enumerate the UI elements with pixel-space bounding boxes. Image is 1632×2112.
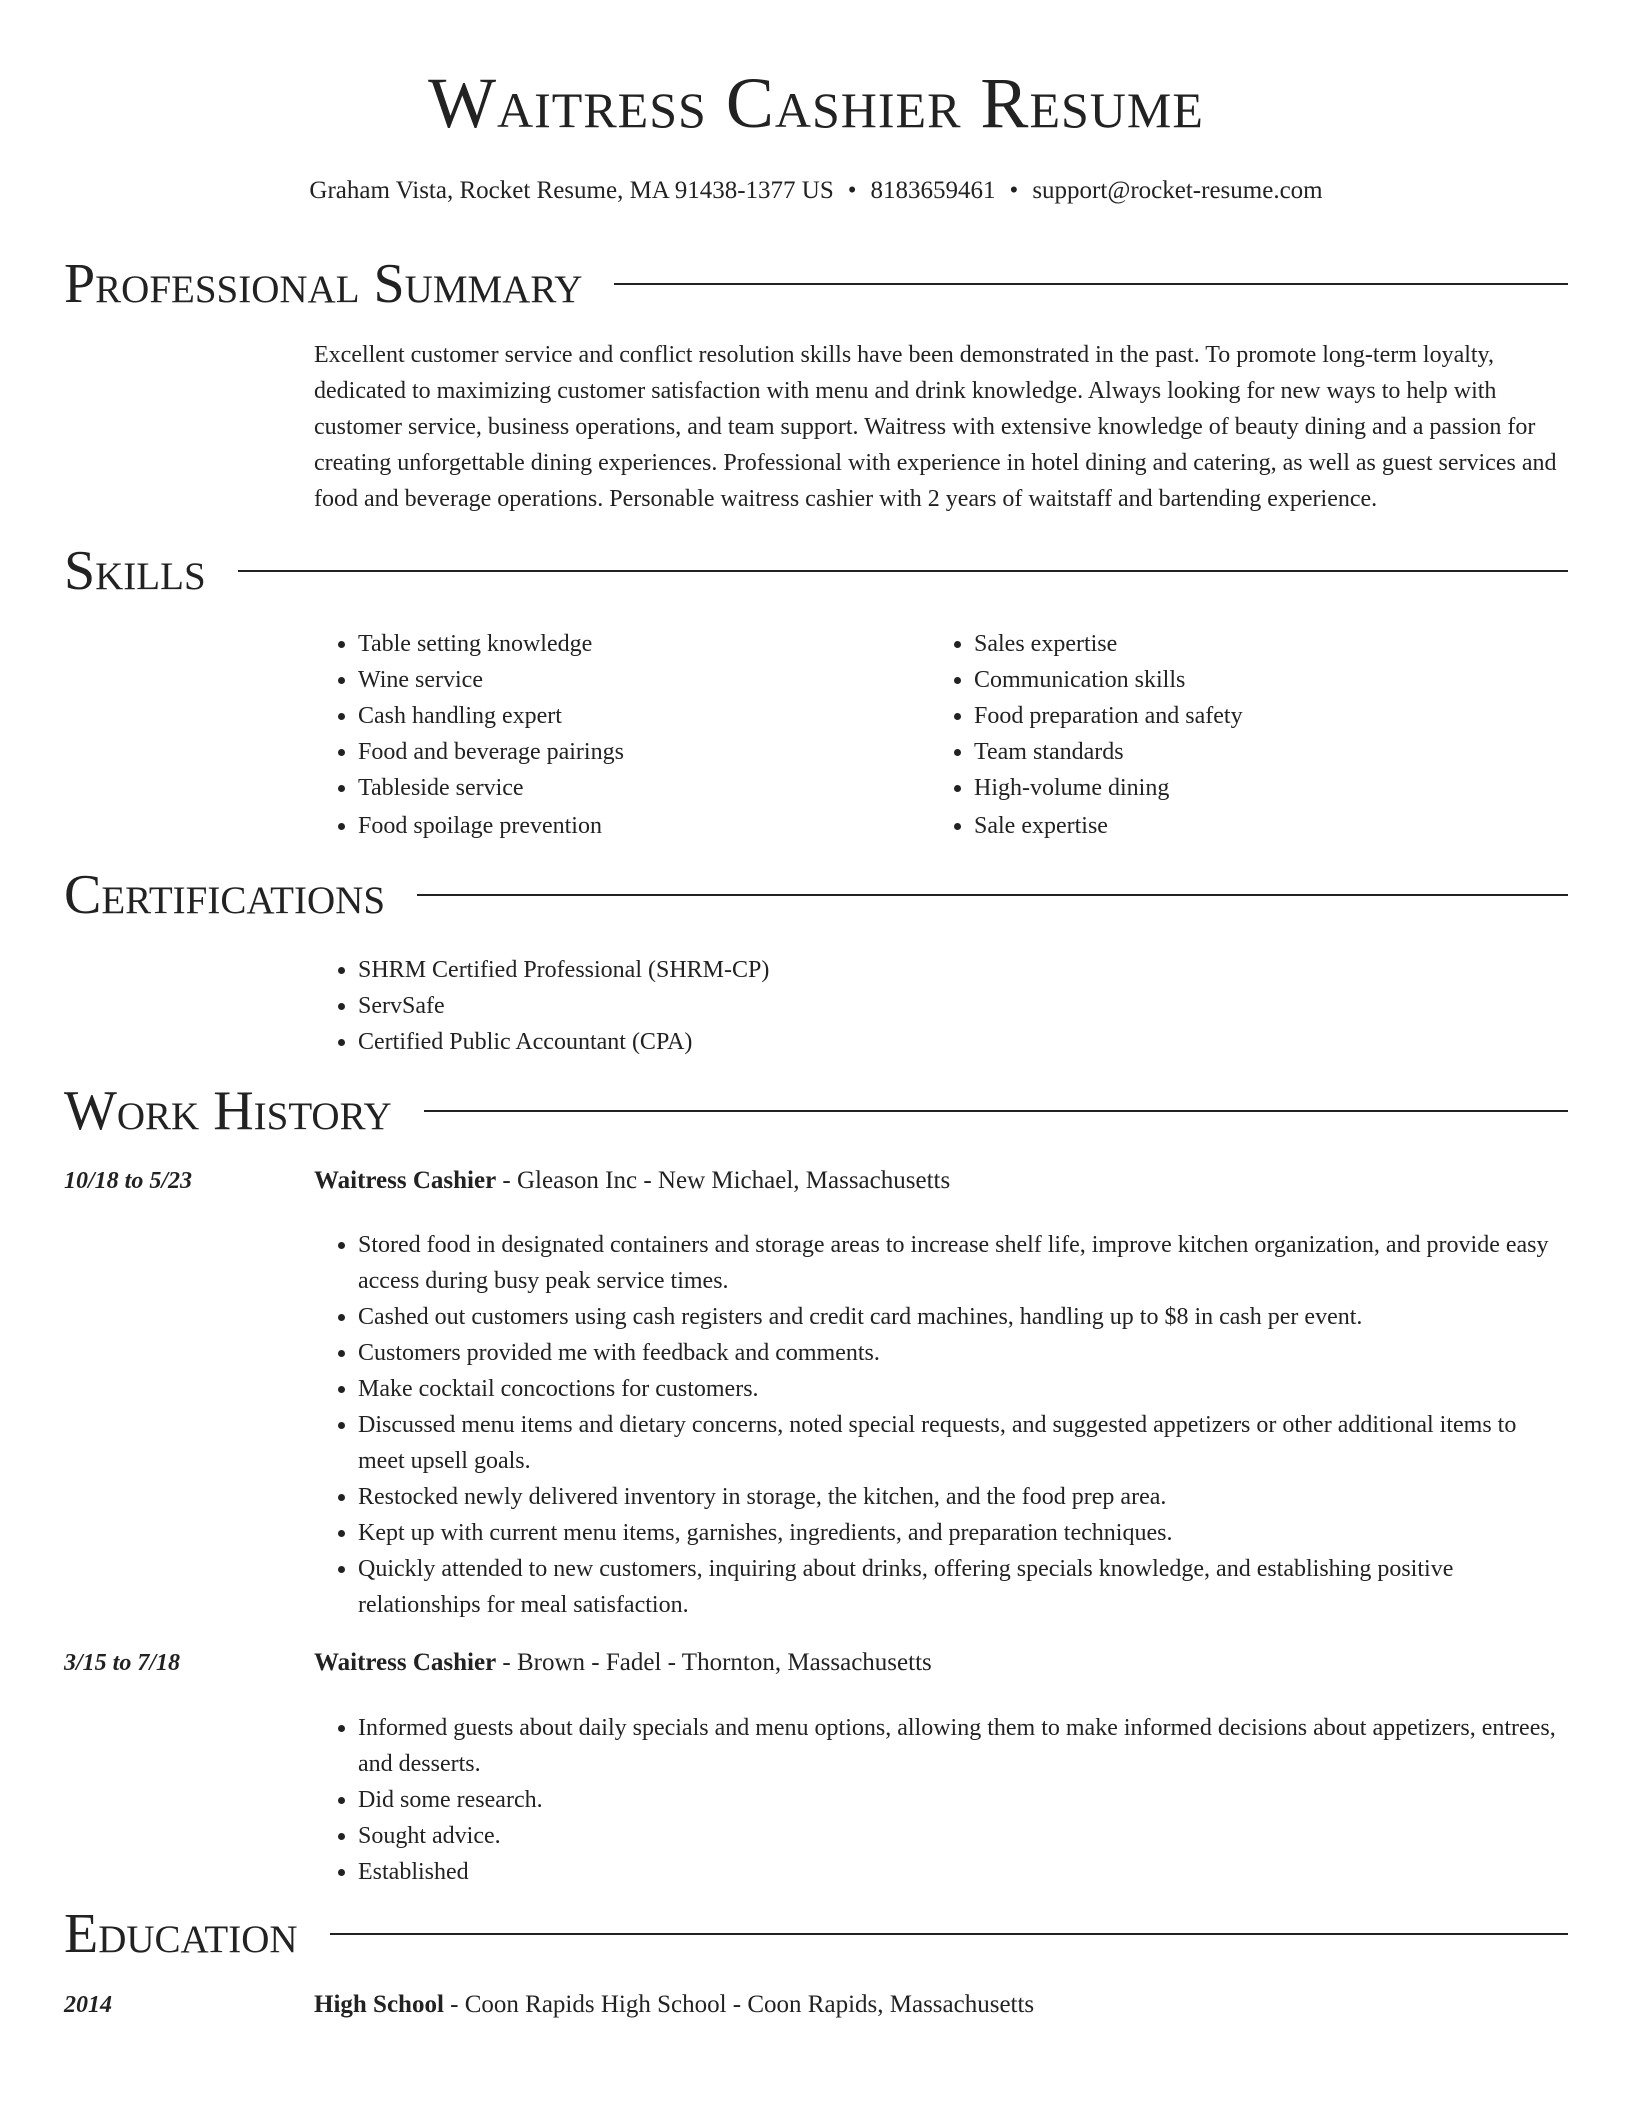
job-bullet: • Discussed menu items and dietary concerns, noted special requests, and suggested appetizers or other additional items to meet upsell goals. <box>358 1407 1568 1479</box>
job-bullet: • Restocked newly delivered inventory in storage, the kitchen, and the food prep area. <box>358 1479 1568 1515</box>
job-bullet: • Make cocktail concoctions for customers. <box>358 1371 1568 1407</box>
summary-heading: Professional Summary <box>64 253 583 315</box>
job-bullets <box>314 1227 1568 1623</box>
certifications-list <box>314 952 1314 1060</box>
job-bullet: • Cashed out customers using cash registers and credit card machines, handling up to $8 in cash per event. <box>358 1299 1568 1335</box>
skills-column-right <box>930 626 1530 844</box>
job-bullet: • Stored food in designated containers and storage areas to increase shelf life, improve kitchen organization, and provide easy access during busy peak service times. <box>358 1227 1568 1299</box>
skill-item: • Communication skills <box>974 662 1530 698</box>
job-title-line <box>314 1163 1568 1199</box>
job-company-location: - Gleason Inc - New Michael, Massachusetts <box>496 1167 951 1194</box>
job-dates: 10/18 to 5/23 <box>64 1168 193 1194</box>
work-history-heading: Work History <box>64 1080 392 1142</box>
job-bullet: • Established <box>358 1854 1568 1890</box>
job-title: Waitress Cashier <box>314 1649 497 1676</box>
education-section-header <box>64 1901 1568 1967</box>
job-bullet: • Informed guests about daily specials and menu options, allowing them to make informed decisions about appetizers, entrees, and desserts. <box>358 1710 1568 1782</box>
education-school-location: - Coon Rapids High School - Coon Rapids, Massachusetts <box>443 1991 1035 2018</box>
skill-item: • High-volume dining <box>974 770 1530 806</box>
education-line <box>314 1987 1568 2023</box>
skills-column-left <box>314 626 914 844</box>
separator-bullet: • <box>847 177 857 204</box>
skill-item: • Table setting knowledge <box>358 626 914 662</box>
contact-line <box>0 174 1632 208</box>
separator-bullet: • <box>1009 177 1019 204</box>
skills-heading: Skills <box>64 540 206 602</box>
section-divider <box>614 283 1568 285</box>
job-bullet: • Quickly attended to new customers, inquiring about drinks, offering specials knowledge, and establishing positive relationships for meal satisfaction. <box>358 1551 1568 1623</box>
email: support@rocket-resume.com <box>1032 177 1323 204</box>
certification-item: • Certified Public Accountant (CPA) <box>358 1024 1314 1060</box>
address: Graham Vista, Rocket Resume, MA 91438-1377 US <box>309 177 834 204</box>
certifications-heading: Certifications <box>64 864 386 926</box>
skill-item: • Food and beverage pairings <box>358 734 914 770</box>
section-divider <box>417 894 1568 896</box>
job-dates: 3/15 to 7/18 <box>64 1650 181 1676</box>
certifications-section-header <box>64 862 1568 928</box>
section-divider <box>330 1933 1568 1935</box>
certification-item: • ServSafe <box>358 988 1314 1024</box>
summary-text: Excellent customer service and conflict resolution skills have been demonstrated in the past. To promote long-term loyalty, dedicated to maximizing customer satisfaction with menu and drink knowledge. Always looking for new ways to help with customer service, business operations, and team support. Waitress with extensive knowledge of beauty dining and a passion for creating unforgettable dining experiences. Professional with experience in hotel dining and catering, as well as guest services and food and beverage operations. Personable waitress cashier with 2 years of waitstaff and bartending experience. <box>314 342 1557 512</box>
job-bullet: • Did some research. <box>358 1782 1568 1818</box>
skill-item: • Food spoilage prevention <box>358 808 914 844</box>
skill-item: • Tableside service <box>358 770 914 806</box>
job-company-location: - Brown - Fadel - Thornton, Massachusetts <box>496 1649 932 1676</box>
education-heading: Education <box>64 1903 298 1965</box>
section-divider <box>424 1110 1568 1112</box>
skill-item: • Sales expertise <box>974 626 1530 662</box>
job-bullets <box>314 1710 1568 1890</box>
skill-item: • Sale expertise <box>974 808 1530 844</box>
resume-title: Waitress Cashier Resume <box>428 63 1204 143</box>
phone: 8183659461 <box>870 177 996 204</box>
certification-item: • SHRM Certified Professional (SHRM-CP) <box>358 952 1314 988</box>
skill-item: • Food preparation and safety <box>974 698 1530 734</box>
work-history-section-header <box>64 1078 1568 1144</box>
job-title-line <box>314 1645 1568 1681</box>
section-divider <box>238 570 1568 572</box>
skill-item: • Wine service <box>358 662 914 698</box>
job-bullet: • Customers provided me with feedback and comments. <box>358 1335 1568 1371</box>
skill-item: • Cash handling expert <box>358 698 914 734</box>
education-degree: High School <box>314 1991 444 2018</box>
skills-section-header <box>64 538 1568 604</box>
job-bullet: • Sought advice. <box>358 1818 1568 1854</box>
job-title: Waitress Cashier <box>314 1167 497 1194</box>
education-year: 2014 <box>64 1992 112 2018</box>
summary-section-header <box>64 251 1568 317</box>
skill-item: • Team standards <box>974 734 1530 770</box>
job-bullet: • Kept up with current menu items, garnishes, ingredients, and preparation techniques. <box>358 1515 1568 1551</box>
